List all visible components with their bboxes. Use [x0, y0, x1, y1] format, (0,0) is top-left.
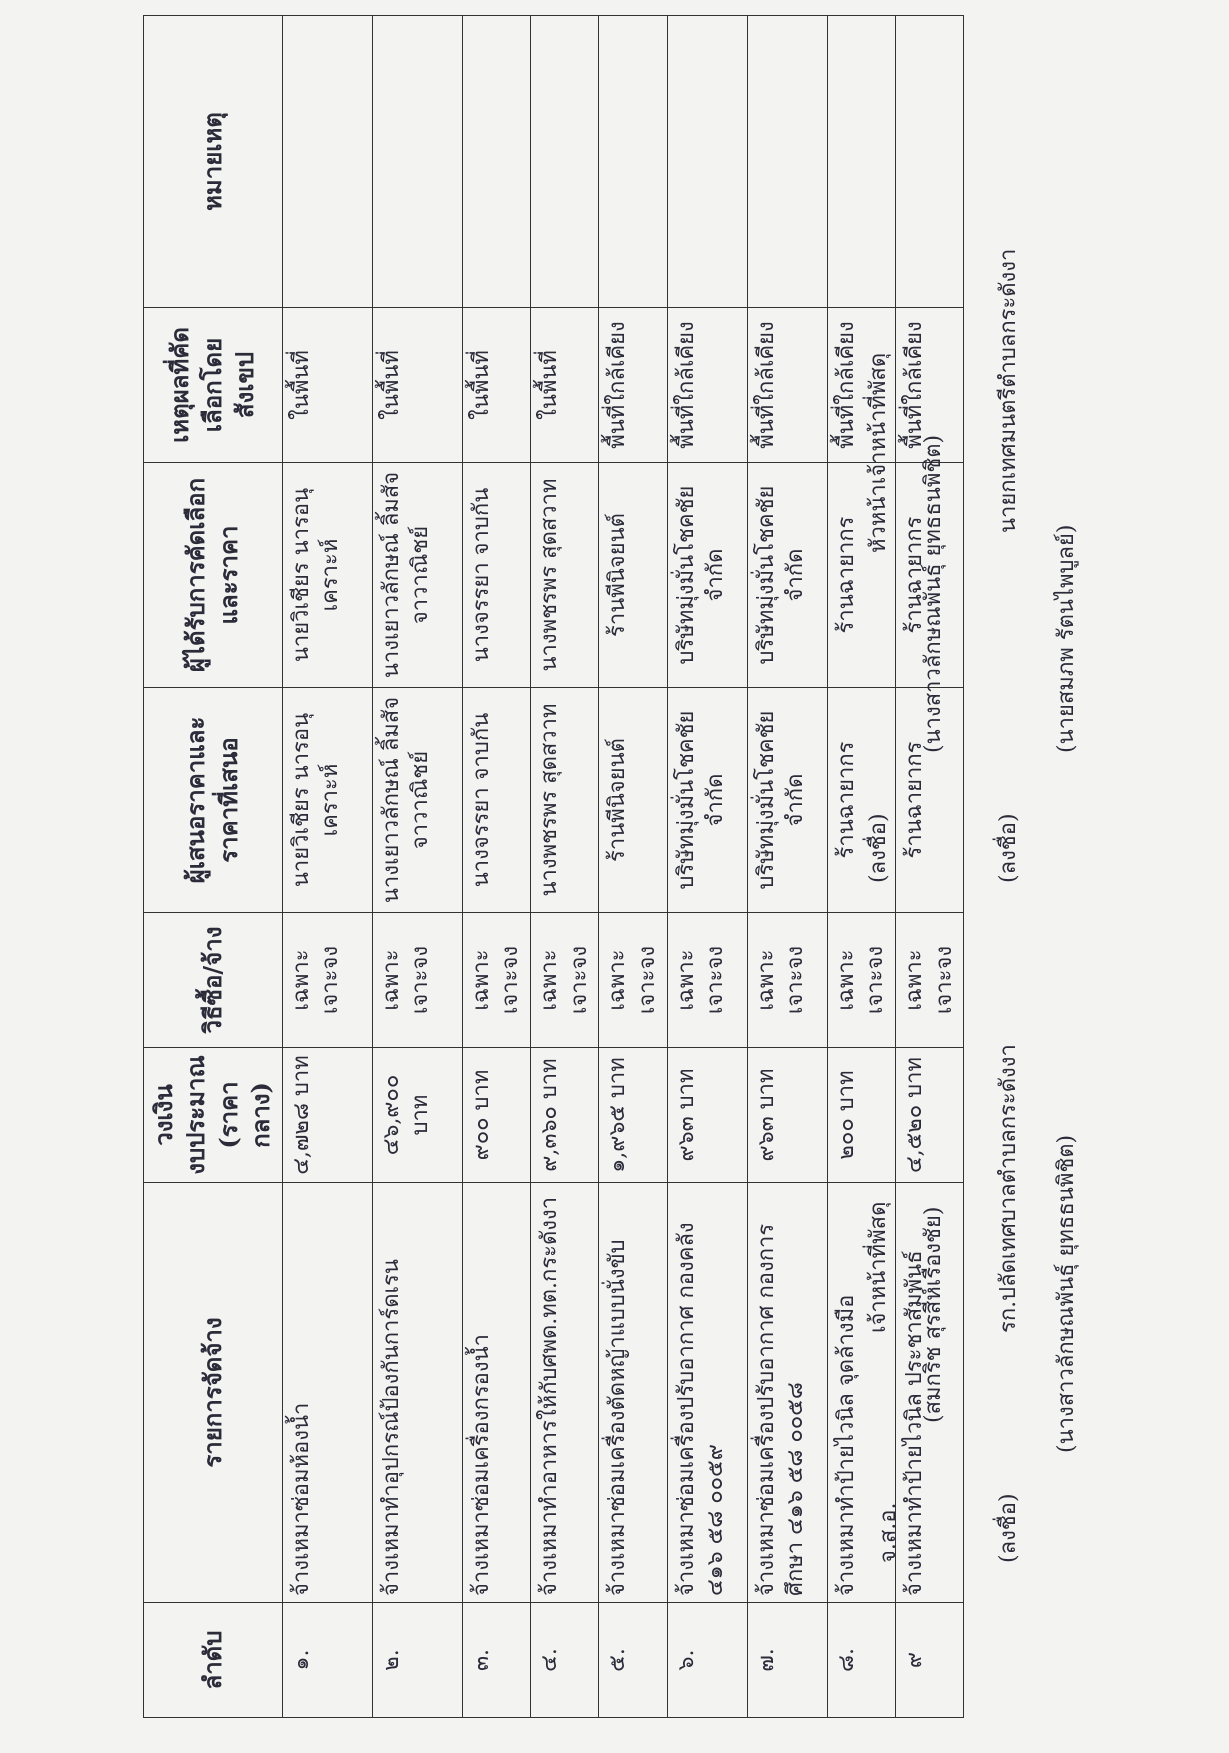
- table-row: [282, 16, 372, 1718]
- cell-no: ๘.: [827, 1603, 895, 1718]
- signature-title-3: รก.ปลัดเทศบาลตำบลกระดังงา: [996, 1044, 1021, 1333]
- cell-item: จ้างเหมาซ่อมเครื่องปรับอากาศ กองคลัง ๔๑๖ ๕๘ ๐๐๕๙: [667, 1183, 747, 1603]
- cell-remark: [599, 16, 667, 308]
- cell-method: เฉพาะเจาะจง: [827, 913, 895, 1048]
- cell-method: เฉพาะเจาะจง: [530, 913, 598, 1048]
- cell-item: จ้างเหมาซ่อมเครื่องปรับอากาศ กองการศึกษา ๔๑๖ ๕๘ ๐๐๕๘: [747, 1183, 827, 1603]
- signature-name-2: (นางสาวลักษณพันธุ์ ยุทธธนพิชิต): [921, 434, 946, 753]
- signature-title-2: หัวหน้าเจ้าหน้าที่พัสดุ: [866, 352, 891, 553]
- cell-method: เฉพาะเจาะจง: [372, 913, 462, 1048]
- cell-reason: ในพื้นที่: [462, 308, 530, 463]
- cell-item: จ้างเหมาซ่อมเครื่องตัดหญ้าแบบนั่งขับ: [599, 1183, 667, 1603]
- header-budget-line-2: งบประมาณ: [181, 1055, 211, 1175]
- cell-reason: ในพื้นที่: [372, 308, 462, 463]
- cell-winner: นางพชรพร สุดสวาท: [530, 463, 598, 688]
- cell-winner: นายวิเชียร นารอนุเคราะห์: [282, 463, 372, 688]
- cell-item: จ้างเหมาซ่อมห้องน้ำ: [282, 1183, 372, 1603]
- cell-no: ๖.: [667, 1603, 747, 1718]
- cell-winner: ร้านฉายากร: [896, 463, 964, 688]
- cell-reason: พื้นที่ใกล้เคียง: [896, 308, 964, 463]
- header-method: วิธีซื้อ/จ้าง: [144, 913, 283, 1048]
- cell-no: ๕.: [599, 1603, 667, 1718]
- cell-item: จ้างเหมาซ่อมเครื่องกรองน้ำ: [462, 1183, 530, 1603]
- cell-budget: ๙๖๓ บาท: [747, 1048, 827, 1183]
- signature-sign-4: (ลงชื่อ): [996, 813, 1021, 883]
- cell-item: จ้างเหมาทำอุปกรณ์ป้องกันการ์ดเรน: [372, 1183, 462, 1603]
- cell-reason: พื้นที่ใกล้เคียง: [747, 308, 827, 463]
- cell-remark: [667, 16, 747, 308]
- cell-bidder: นางจรรยา จาบกัน: [462, 688, 530, 913]
- cell-budget: ๔,๕๒๐ บาท: [896, 1048, 964, 1183]
- cell-bidder: ร้านฉายากร: [827, 688, 895, 913]
- signature-sign-3: (ลงชื่อ): [996, 1493, 1021, 1563]
- cell-winner: นางจรรยา จาบกัน: [462, 463, 530, 688]
- cell-reason: ในพื้นที่: [282, 308, 372, 463]
- cell-bidder: นายวิเชียร นารอนุเคราะห์: [282, 688, 372, 913]
- cell-reason: ในพื้นที่: [530, 308, 598, 463]
- cell-remark: [462, 16, 530, 308]
- cell-winner: ร้านฉายากร: [827, 463, 895, 688]
- cell-method: เฉพาะเจาะจง: [599, 913, 667, 1048]
- cell-reason: พื้นที่ใกล้เคียง: [827, 308, 895, 463]
- cell-method: เฉพาะเจาะจง: [896, 913, 964, 1048]
- cell-item: จ้างเหมาทำอาหารให้กับศพด.ทต.กระดังงา: [530, 1183, 598, 1603]
- header-budget-line-1: วงเงิน: [149, 1084, 178, 1146]
- header-item: รายการจัดจ้าง: [144, 1183, 283, 1603]
- cell-no: ๗.: [747, 1603, 827, 1718]
- cell-bidder: บริษัทมุ่งมั่นโชคชัยจำกัด: [667, 688, 747, 913]
- cell-bidder: ร้านฉายากร: [896, 688, 964, 913]
- table-row: [372, 16, 462, 1718]
- cell-winner: บริษัทมุ่งมั่นโชคชัยจำกัด: [667, 463, 747, 688]
- cell-winner: บริษัทมุ่งมั่นโชคชัยจำกัด: [747, 463, 827, 688]
- signature-sign-2: (ลงชื่อ): [866, 813, 891, 883]
- signature-sign-1: จ.ส.อ.: [876, 1502, 901, 1563]
- cell-budget: ๙,๓๖๐ บาท: [530, 1048, 598, 1183]
- cell-bidder: บริษัทมุ่งมั่นโชคชัยจำกัด: [747, 688, 827, 913]
- procurement-table: [143, 15, 964, 1718]
- cell-remark: [372, 16, 462, 308]
- cell-budget: ๔๖,๙๐๐ บาท: [372, 1048, 462, 1183]
- header-reason: เหตุผลที่คัดเลือกโดยสังเขป: [144, 308, 283, 463]
- cell-budget: ๔,๗๒๘ บาท: [282, 1048, 372, 1183]
- signature-name-1: (สมกริช สุรสีห์เรืองชัย): [921, 1206, 946, 1423]
- table-row: [462, 16, 530, 1718]
- signature-title-4: นายกเทศมนตรีตำบลกระดังงา: [996, 248, 1021, 533]
- table-row: [667, 16, 747, 1718]
- header-no: ลำดับ: [144, 1603, 283, 1718]
- cell-item: จ้างเหมาทำป้ายไวนิล ประชาสัมพันธ์: [896, 1183, 964, 1603]
- signature-name-3: (นางสาวลักษณพันธุ์ ยุทธธนพิชิต): [1054, 1134, 1079, 1453]
- cell-remark: [896, 16, 964, 308]
- header-winner: ผู้ได้รับการคัดเลือกและราคา: [144, 463, 283, 688]
- cell-method: เฉพาะเจาะจง: [462, 913, 530, 1048]
- cell-no: ๙: [896, 1603, 964, 1718]
- cell-reason: พื้นที่ใกล้เคียง: [599, 308, 667, 463]
- cell-winner: นางเยาวลักษณ์ ลิ้มสัจจาวาณิชย์: [372, 463, 462, 688]
- cell-bidder: ร้านพีนิจยนต์: [599, 688, 667, 913]
- cell-method: เฉพาะเจาะจง: [747, 913, 827, 1048]
- cell-method: เฉพาะเจาะจง: [667, 913, 747, 1048]
- cell-no: ๑.: [282, 1603, 372, 1718]
- cell-item: จ้างเหมาทำป้ายไวนิล จุดล้างมือ: [827, 1183, 895, 1603]
- header-remark: หมายเหตุ: [144, 16, 283, 308]
- table-row: [599, 16, 667, 1718]
- cell-remark: [747, 16, 827, 308]
- table-row: [896, 16, 964, 1718]
- cell-budget: ๒๐๐ บาท: [827, 1048, 895, 1183]
- cell-remark: [530, 16, 598, 308]
- table-row: [530, 16, 598, 1718]
- cell-remark: [282, 16, 372, 308]
- cell-budget: ๑,๙๖๕ บาท: [599, 1048, 667, 1183]
- signature-name-4: (นายสมภพ รัตนไพบูลย์): [1054, 524, 1079, 753]
- table-header-row: [144, 16, 283, 1718]
- cell-reason: พื้นที่ใกล้เคียง: [667, 308, 747, 463]
- header-bidders: ผู้เสนอราคาและราคาที่เสนอ: [144, 688, 283, 913]
- cell-no: ๓.: [462, 1603, 530, 1718]
- table-row: [747, 16, 827, 1718]
- cell-bidder: นางพชรพร สุดสวาท: [530, 688, 598, 913]
- cell-no: ๔.: [530, 1603, 598, 1718]
- header-budget: [144, 1048, 283, 1183]
- cell-budget: ๙๖๓ บาท: [667, 1048, 747, 1183]
- header-budget-line-3: (ราคากลาง): [213, 1081, 276, 1149]
- signature-title-1: เจ้าหน้าที่พัสดุ: [866, 1201, 891, 1333]
- cell-method: เฉพาะเจาะจง: [282, 913, 372, 1048]
- cell-bidder: นางเยาวลักษณ์ ลิ้มสัจจาวาณิชย์: [372, 688, 462, 913]
- cell-budget: ๙๐๐ บาท: [462, 1048, 530, 1183]
- cell-winner: ร้านพีนิจยนต์: [599, 463, 667, 688]
- cell-no: ๒.: [372, 1603, 462, 1718]
- cell-remark: [827, 16, 895, 308]
